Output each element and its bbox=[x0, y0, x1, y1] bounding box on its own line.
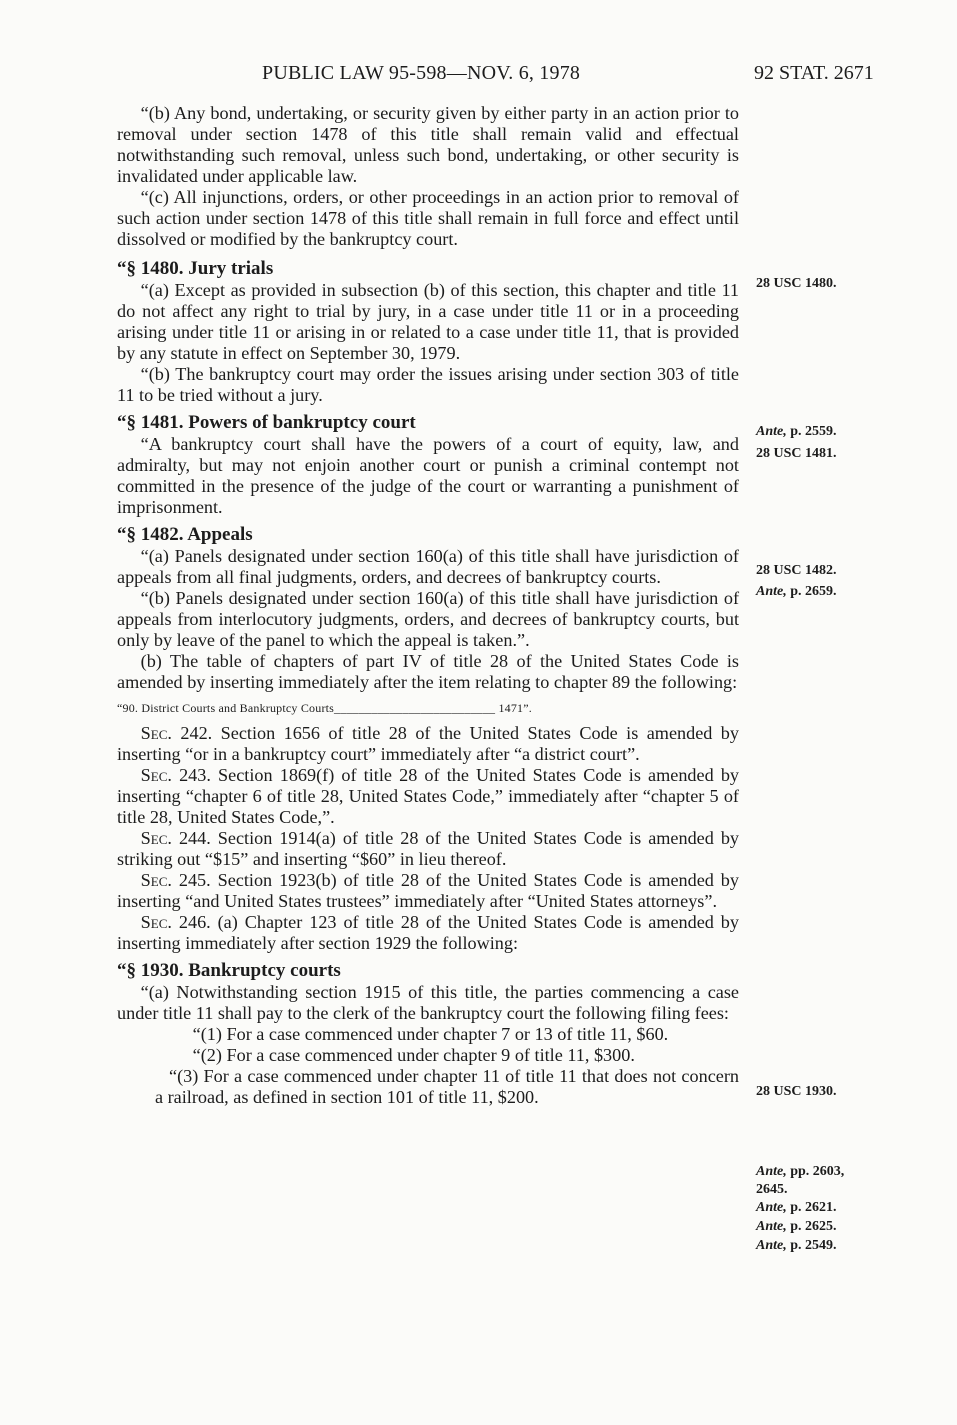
paragraph-1482-b: “(b) Panels designated under section 160(a) of this title shall have jurisdiction of appeals from interlocutory judgments, orders, and decrees of bankruptcy courts, but only by leave of the panel to which the appeal is taken.”. bbox=[117, 588, 739, 650]
paragraph-1480-b: “(b) The bankruptcy court may order the issues arising under section 303 of title 11 to be tried without a jury. bbox=[117, 364, 739, 405]
margin-note-ante-2659-page: p. 2659. bbox=[790, 584, 837, 599]
fee-item-3: “(3) For a case commenced under chapter 11 of title 11 that does not concern a railroad, as defined in section 101 of title 11, $200. bbox=[155, 1066, 739, 1107]
section-245-text: 245. Section 1923(b) of title 28 of the United States Code is amended by inserting “and United States trustees” immediately after “United States attorneys”. bbox=[117, 870, 739, 911]
section-243 bbox=[117, 765, 739, 828]
document-body bbox=[117, 103, 739, 1108]
ante-label: Ante, bbox=[756, 584, 787, 599]
margin-note-ante-2559-page: p. 2559. bbox=[790, 424, 837, 439]
section-244-text: 244. Section 1914(a) of title 28 of the United States Code is amended by striking out “$15” and inserting “$60” in lieu thereof. bbox=[117, 828, 740, 869]
paragraph-injunctions: “(c) All injunctions, orders, or other proceedings in an action prior to removal of such action under section 1478 of this title shall remain in full force and effect until dissolved or modified by the bankruptcy court. bbox=[117, 187, 739, 249]
section-246-label: Sec. bbox=[140, 912, 172, 932]
paragraph-1481: “A bankruptcy court shall have the powers of a court of equity, law, and admiralty, but may not enjoin another court or punish a criminal contempt not committed in the presence of the judge of the court or warranting a punishment of imprisonment. bbox=[117, 434, 739, 517]
paragraph-1930-a: “(a) Notwithstanding section 1915 of this title, the parties commencing a case under title 11 shall pay to the clerk of the bankruptcy court the following filing fees: bbox=[117, 982, 739, 1023]
section-244-label: Sec. bbox=[140, 828, 172, 848]
section-heading-1482: “§ 1482. Appeals bbox=[117, 524, 253, 545]
margin-note-usc-1481: 28 USC 1481. bbox=[756, 446, 837, 461]
fee-item-2: “(2) For a case commenced under chapter 9 of title 11, $300. bbox=[192, 1045, 635, 1065]
ante-label: Ante, bbox=[756, 424, 787, 439]
section-246-text: 246. (a) Chapter 123 of title 28 of the United States Code is amended by inserting immediately after section 1929 the following: bbox=[117, 912, 739, 953]
section-243-label: Sec. bbox=[140, 765, 172, 785]
ante-label: Ante, bbox=[756, 1219, 787, 1234]
margin-note-usc-1480: 28 USC 1480. bbox=[756, 276, 837, 291]
table-of-chapters-entry: “90. District Courts and Bankruptcy Courts__________________________ 1471”. bbox=[117, 701, 532, 715]
margin-note-usc-1930: 28 USC 1930. bbox=[756, 1084, 837, 1099]
section-heading-1930: “§ 1930. Bankruptcy courts bbox=[117, 960, 341, 981]
statute-page-number: 92 STAT. 2671 bbox=[754, 62, 874, 84]
ante-label: Ante, bbox=[756, 1238, 787, 1253]
margin-note-ante-2549 bbox=[756, 1238, 837, 1254]
ante-label: Ante, bbox=[756, 1164, 787, 1179]
margin-note-usc-1482: 28 USC 1482. bbox=[756, 563, 837, 578]
margin-note-ante-2559 bbox=[756, 424, 837, 440]
section-243-text: 243. Section 1869(f) of title 28 of the United States Code is amended by inserting “chapter 6 of title 28, United States Code,” immediately after “chapter 5 of title 28, United States Code,”. bbox=[117, 765, 740, 827]
paragraph-1482-a: “(a) Panels designated under section 160(a) of this title shall have jurisdiction of appeals from all final judgments, orders, and decrees of bankruptcy courts. bbox=[117, 546, 739, 587]
margin-note-ante-2645: 2645. bbox=[756, 1182, 788, 1197]
section-heading-1481: “§ 1481. Powers of bankruptcy court bbox=[117, 412, 416, 433]
margin-note-ante-2603-page: pp. 2603, bbox=[790, 1164, 845, 1179]
section-244 bbox=[117, 828, 739, 870]
paragraph-table-amendment: (b) The table of chapters of part IV of title 28 of the United States Code is amended by inserting immediately after the item relating to chapter 89 the following: bbox=[117, 651, 739, 692]
section-245 bbox=[117, 870, 739, 912]
page-header bbox=[0, 62, 957, 88]
margin-note-ante-2549-page: p. 2549. bbox=[790, 1238, 837, 1253]
margin-note-ante-2621-page: p. 2621. bbox=[790, 1200, 837, 1215]
margin-note-ante-2659 bbox=[756, 584, 837, 600]
margin-note-ante-2603 bbox=[756, 1164, 844, 1180]
section-242-label: Sec. bbox=[140, 723, 172, 743]
margin-note-ante-2621 bbox=[756, 1200, 837, 1216]
section-245-label: Sec. bbox=[140, 870, 172, 890]
fee-item-1: “(1) For a case commenced under chapter 7 or 13 of title 11, $60. bbox=[192, 1024, 669, 1044]
paragraph-1480-a: “(a) Except as provided in subsection (b) of this section, this chapter and title 11 do not affect any right to trial by jury, in a case under title 11 or in a proceeding arising under title 11 or arising in or related to a case under title 11, that is provided by any statute in effect on September 30, 1979. bbox=[117, 280, 739, 363]
margin-note-ante-2625 bbox=[756, 1219, 837, 1235]
ante-label: Ante, bbox=[756, 1200, 787, 1215]
margin-note-ante-2625-page: p. 2625. bbox=[790, 1219, 837, 1234]
section-242-text: 242. Section 1656 of title 28 of the United States Code is amended by inserting “or in a bankruptcy court” immediately after “a district court”. bbox=[117, 723, 739, 764]
section-246 bbox=[117, 912, 739, 954]
page-title: PUBLIC LAW 95-598—NOV. 6, 1978 bbox=[262, 62, 581, 84]
section-242 bbox=[117, 723, 739, 765]
paragraph-bond: “(b) Any bond, undertaking, or security given by either party in an action prior to removal under section 1478 of this title shall remain valid and effectual notwithstanding such removal, unless such bond, undertaking, or other security is invalidated under applicable law. bbox=[117, 103, 739, 186]
section-heading-1480: “§ 1480. Jury trials bbox=[117, 258, 274, 279]
